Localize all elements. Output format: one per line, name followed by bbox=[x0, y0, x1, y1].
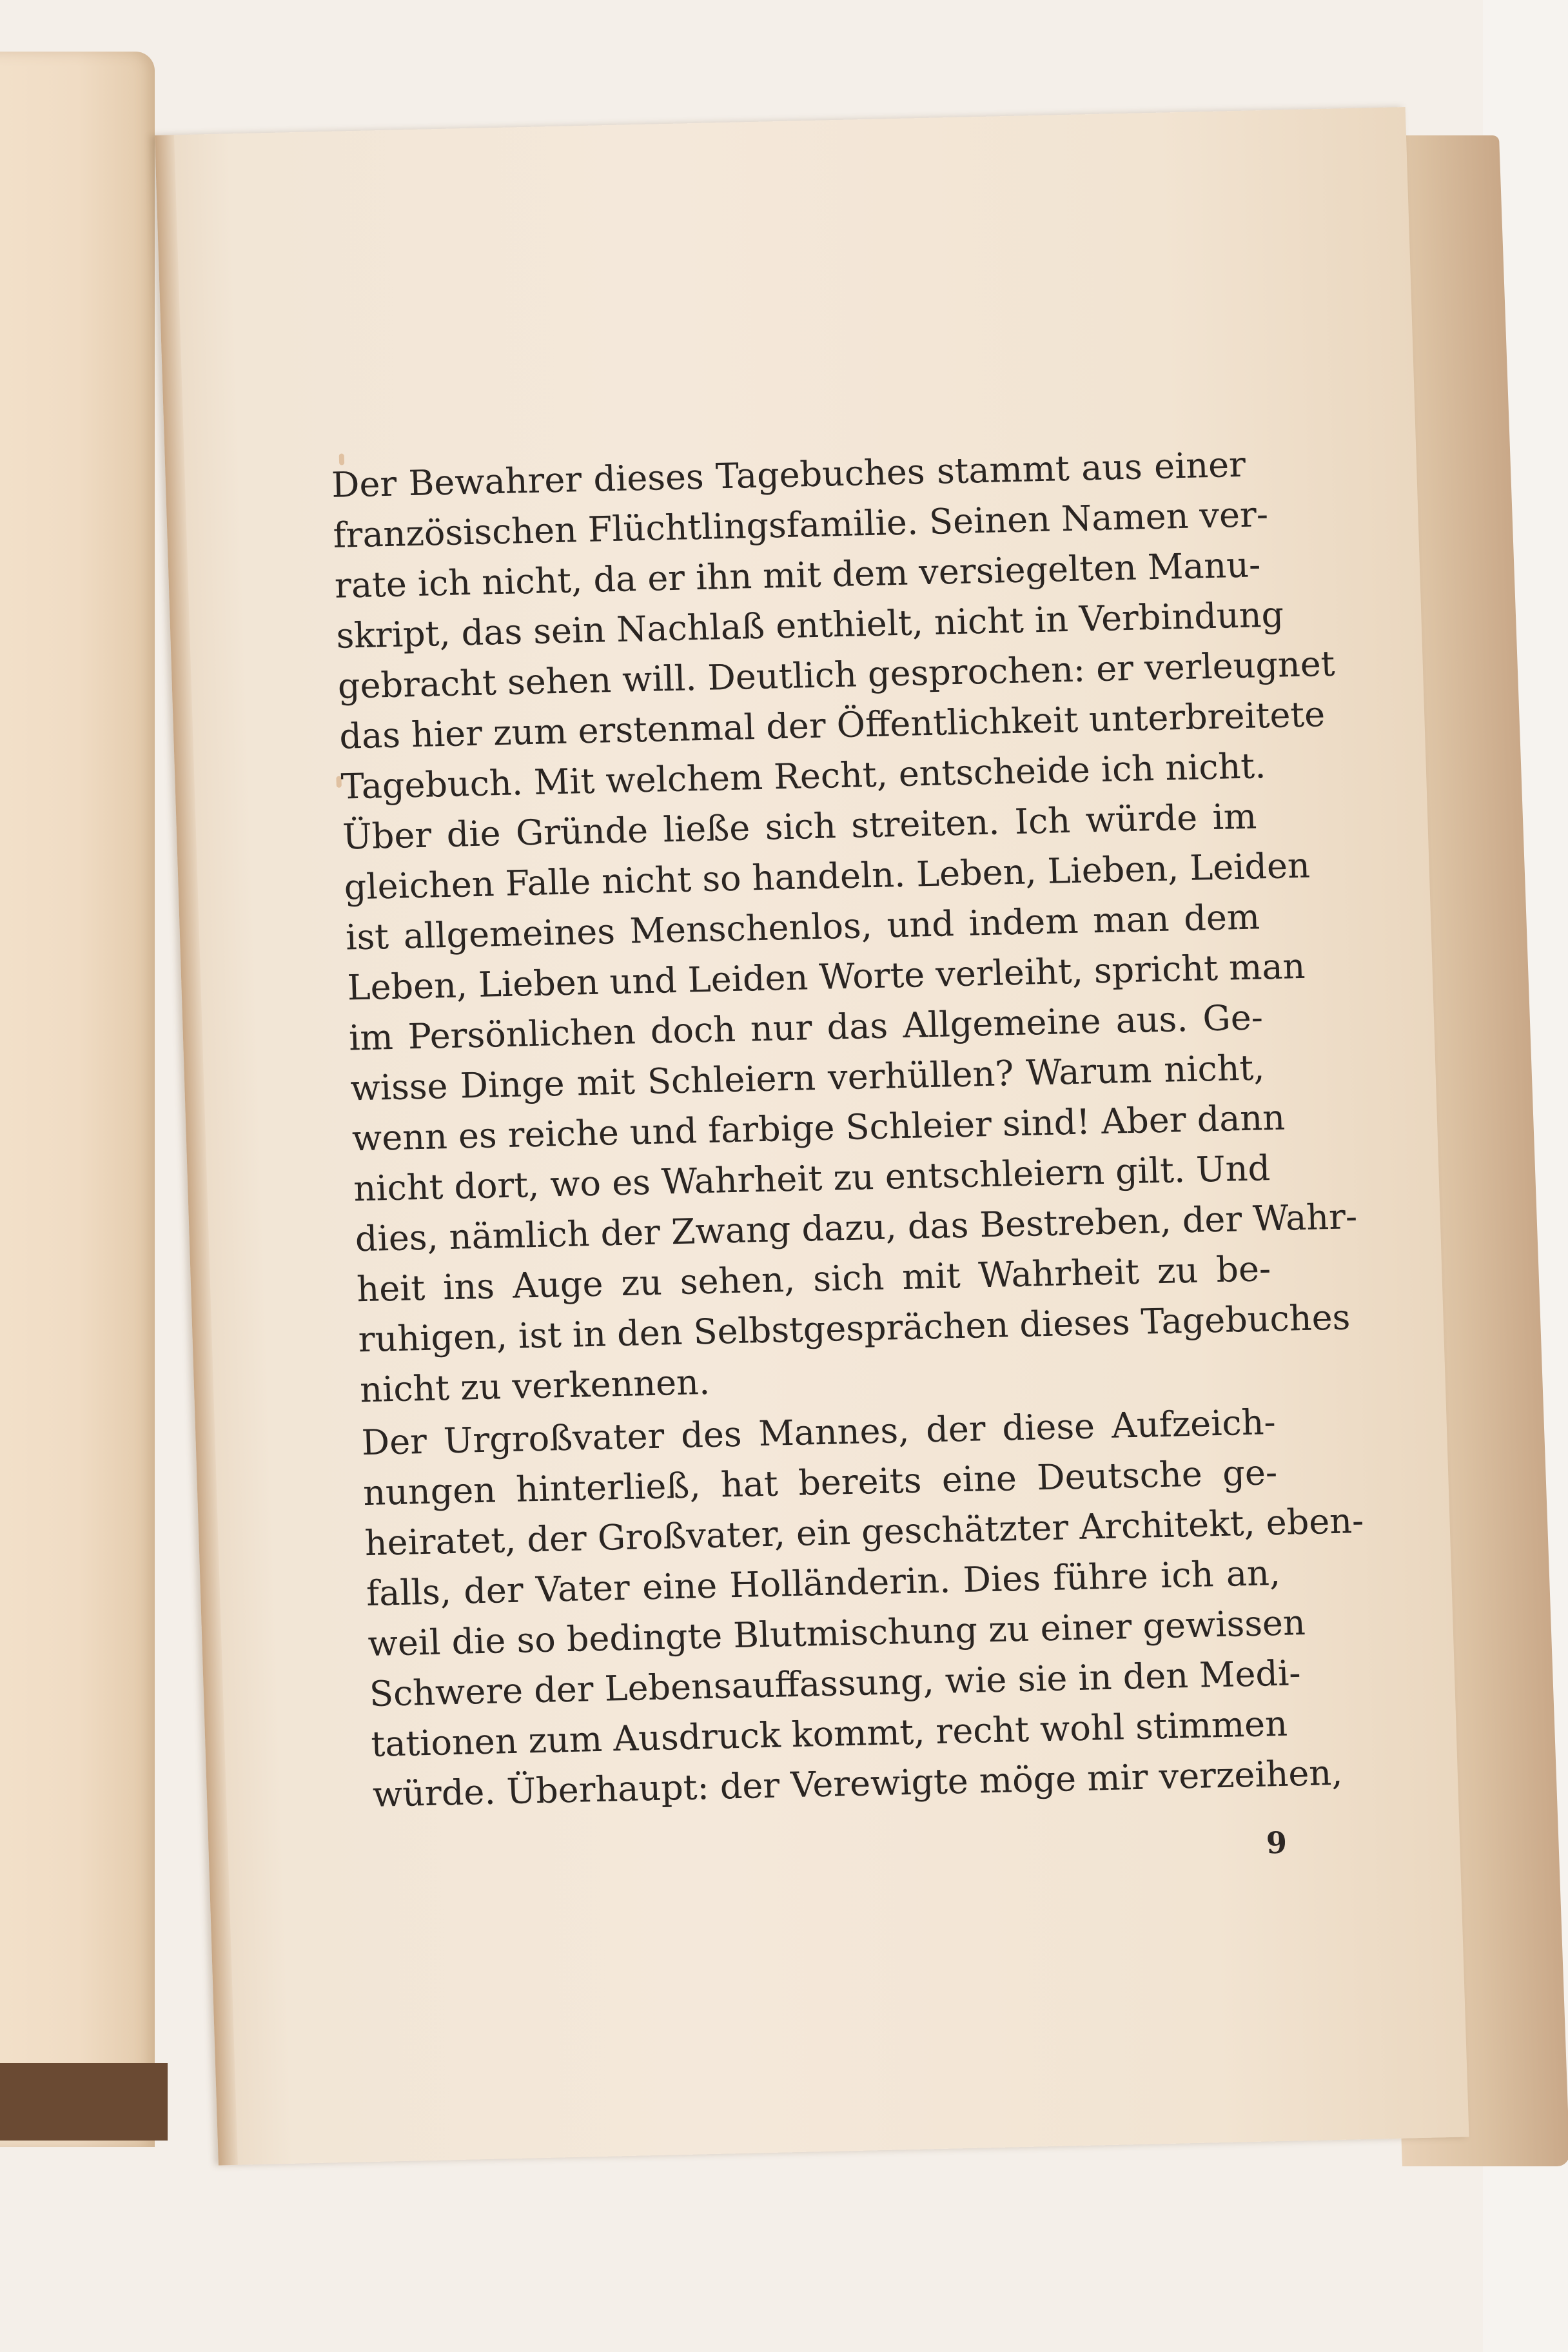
text-line: heit ins Auge zu sehen, sich mit Wahrheit zu be- bbox=[356, 1248, 1272, 1310]
paragraph-1 bbox=[291, 440, 1358, 1416]
text-line: würde. Überhaupt: der Verewigte möge mir verzeihen, bbox=[372, 1752, 1344, 1815]
page-gutter bbox=[155, 135, 238, 2165]
text-line: dies, nämlich der Zwang dazu, das Bestreben, der Wahr- bbox=[354, 1196, 1358, 1260]
text-line: französischen Flüchtlingsfamilie. Seinen Namen ver- bbox=[332, 493, 1269, 556]
text-line: gleichen Falle nicht so handeln. Leben, Lieben, Leiden bbox=[343, 845, 1311, 908]
body-text bbox=[291, 440, 1365, 1821]
text-line: Tagebuch. Mit welchem Recht, entscheide ich nicht. bbox=[340, 745, 1267, 807]
text-line: Der Bewahrer dieses Tagebuches stammt aus einer bbox=[331, 444, 1246, 505]
text-line: Leben, Lieben und Leiden Worte verleiht, spricht man bbox=[346, 945, 1306, 1008]
text-line: ist allgemeines Menschenlos, und indem man dem bbox=[345, 896, 1260, 958]
text-line: skript, das sein Nachlaß enthielt, nicht in Verbindung bbox=[335, 594, 1285, 656]
text-line: falls, der Vater eine Holländerin. Dies führe ich an, bbox=[366, 1552, 1281, 1614]
text-line: nicht dort, wo es Wahrheit zu entschleiern gilt. Und bbox=[353, 1148, 1271, 1210]
text-line: Der Urgroßvater des Mannes, der diese Aufzeich- bbox=[360, 1402, 1277, 1464]
text-line: tationen zum Ausdruck kommt, recht wohl stimmen bbox=[370, 1703, 1288, 1765]
book-cover-edge bbox=[0, 2063, 168, 2141]
text-line: wenn es reiche und farbige Schleier sind! Aber dann bbox=[351, 1097, 1286, 1159]
text-line: heiratet, der Großvater, ein geschätzter Architekt, eben- bbox=[364, 1500, 1365, 1564]
text-line: ruhigen, ist in den Selbstgesprächen dieses Tagebuches bbox=[357, 1297, 1351, 1360]
text-line: Über die Gründe ließe sich streiten. Ich würde im bbox=[342, 796, 1258, 858]
book-page bbox=[155, 107, 1469, 2165]
text-line: im Persönlichen doch nur das Allgemeine aus. Ge- bbox=[348, 997, 1264, 1059]
text-line: weil die so bedingte Blutmischung zu einer gewissen bbox=[367, 1602, 1306, 1664]
text-line: das hier zum erstenmal der Öffentlichkeit unterbreitete bbox=[338, 694, 1326, 757]
page-number: 9 bbox=[1266, 1825, 1288, 1861]
paragraph-2 bbox=[321, 1397, 1365, 1821]
text-line: Schwere der Lebensauffassung, wie sie in den Medi- bbox=[369, 1652, 1302, 1714]
text-line: wisse Dinge mit Schleiern verhüllen? Warum nicht, bbox=[349, 1047, 1266, 1109]
text-line: nicht zu verkennen. bbox=[359, 1361, 710, 1411]
text-line: gebracht sehen will. Deutlich gesprochen: er verleugnet bbox=[337, 643, 1336, 707]
text-line: nungen hinterließ, hat bereits eine Deutsche ge- bbox=[362, 1451, 1278, 1514]
text-line: rate ich nicht, da er ihn mit dem versiegelten Manu- bbox=[334, 544, 1262, 606]
left-page bbox=[0, 52, 155, 2147]
